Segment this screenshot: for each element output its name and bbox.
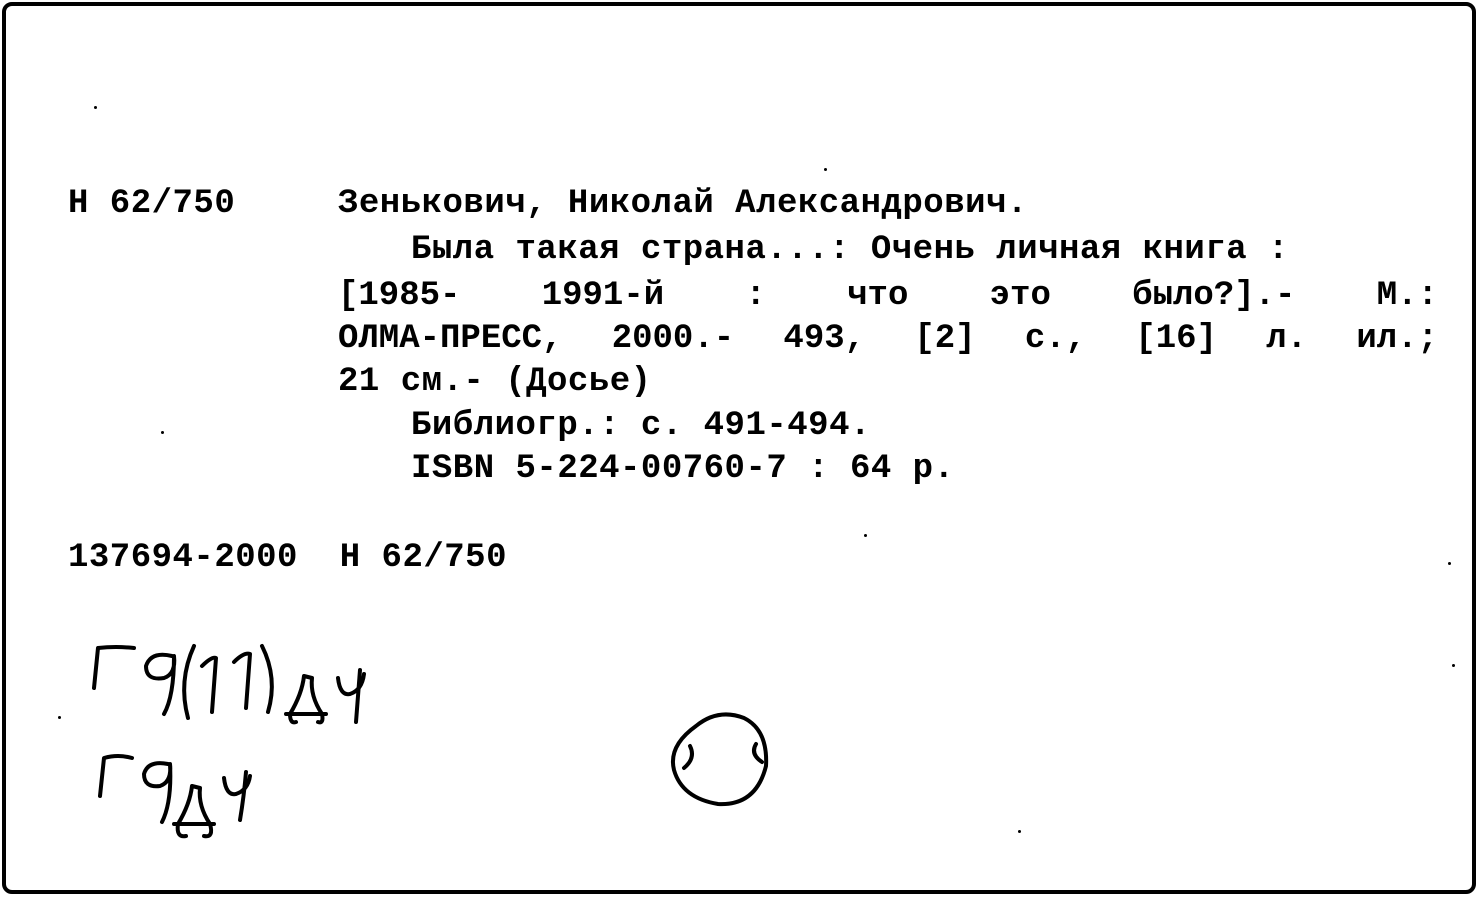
title-line-3-part: [2] [914, 320, 976, 358]
scan-speck [1018, 830, 1021, 833]
title-line-1: Была такая страна...: Очень личная книга : [411, 231, 1289, 269]
hw-digit-4-1 [338, 670, 364, 722]
title-line-4: 21 см.- (Досье) [338, 363, 652, 401]
isbn-line: ISBN 5-224-00760-7 : 64 р. [411, 450, 955, 488]
title-line-3-part: [16] [1135, 320, 1217, 358]
title-line-2-part: М.: [1376, 277, 1438, 315]
hw-letter-g-1 [94, 647, 134, 688]
title-line-3-part: с., [1024, 320, 1087, 358]
hw-digit-4-2 [224, 772, 250, 820]
scan-speck [864, 534, 867, 537]
hw-paren-close [262, 646, 272, 712]
title-line-3-part: ОЛМА-ПРЕСС, [338, 320, 563, 358]
title-line-3-part: 493, [783, 320, 866, 358]
scan-speck [58, 716, 61, 719]
title-line-2-part: 1991-й [541, 277, 665, 315]
hw-digit-1a [202, 658, 216, 712]
scan-speck [161, 431, 164, 434]
scan-speck [824, 168, 827, 171]
title-line-2-part: : [745, 277, 766, 315]
inventory-number: 137694-2000 Н 62/750 [68, 539, 507, 577]
title-line-2-part: это [989, 277, 1051, 315]
hw-digit-9-1 [146, 655, 174, 714]
hole-inner-mark [684, 744, 762, 768]
hw-paren-open [184, 646, 194, 718]
catalog-card [2, 2, 1476, 894]
title-line-2-part: [1985- [338, 277, 461, 315]
call-number: Н 62/750 [68, 185, 236, 223]
scan-speck [1448, 562, 1451, 565]
author-heading: Зенькович, Николай Александрович. [338, 185, 1028, 223]
title-line-3-part: 2000.- [611, 320, 735, 358]
title-line-3-part: л. [1266, 320, 1308, 358]
title-line-3-part: ил.; [1356, 320, 1438, 358]
handwritten-classification [6, 6, 1472, 890]
hole-outline [673, 714, 766, 804]
hw-digit-1b [234, 654, 250, 708]
title-line-2-part: было?].- [1132, 277, 1296, 315]
hw-letter-d-2 [174, 786, 214, 836]
hw-letter-g-2 [100, 756, 132, 796]
title-line-2-part: что [847, 277, 909, 315]
hw-digit-9-2 [144, 763, 170, 822]
scan-speck [94, 106, 97, 109]
bibliography-note: Библиогр.: с. 491-494. [411, 407, 871, 445]
scan-speck [1452, 664, 1455, 667]
hw-letter-d-1 [286, 676, 326, 722]
